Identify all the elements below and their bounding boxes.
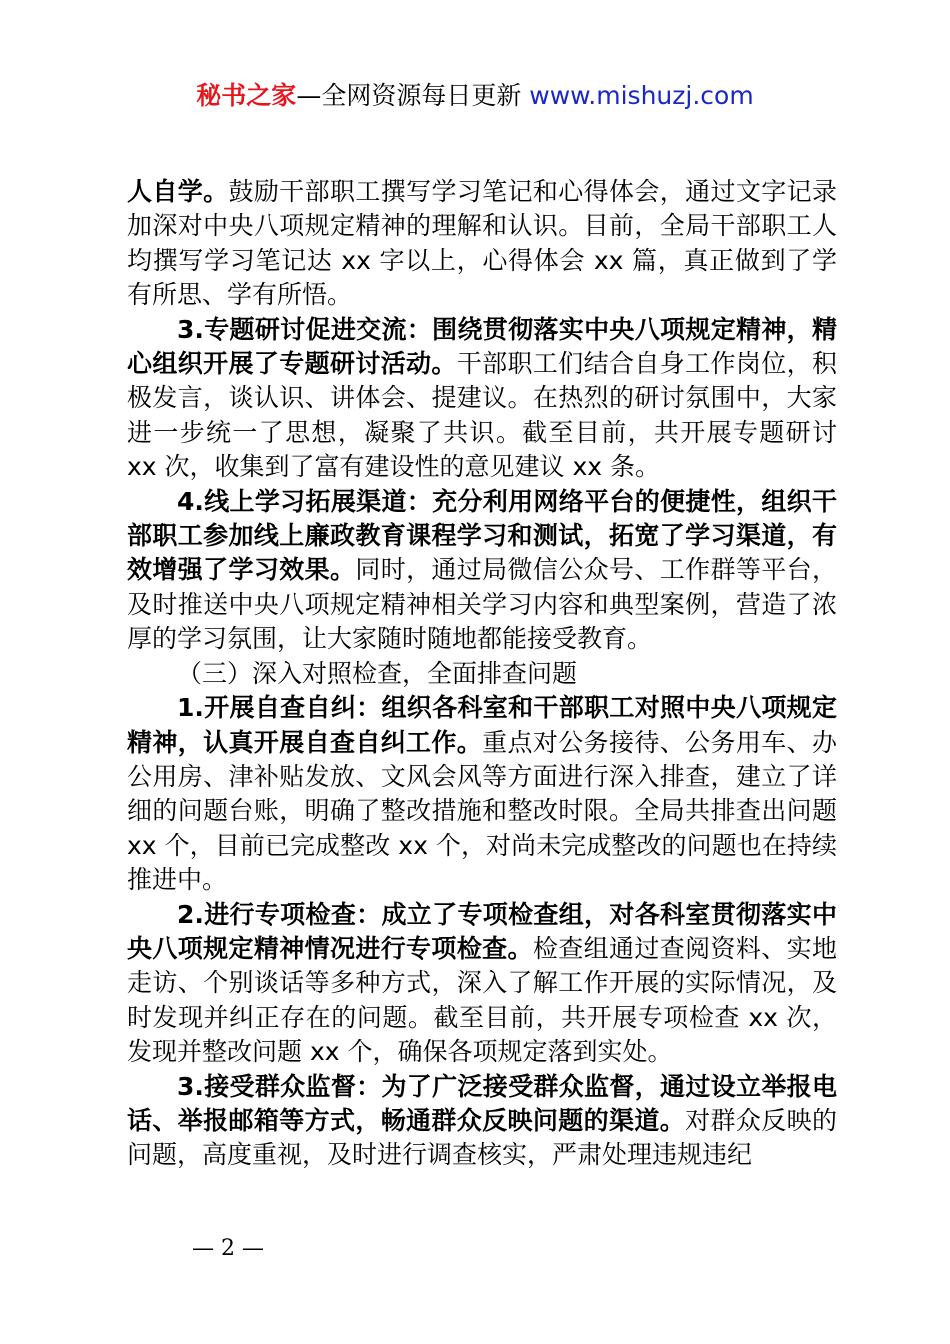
paragraph-self-study xyxy=(127,175,837,313)
paragraph-self-inspection xyxy=(127,691,837,897)
site-url-link[interactable]: www.mishuzj.com xyxy=(529,81,754,110)
paragraph-text: 重点对公务接待、公务用车、办公用房、津补贴发放、文风会风等方面进行深入排查，建立了详细的问题台账，明确了整改措施和整改时限。全局共排查出问题 xx 个，目前已完成整改 xx 个，对尚未完成整改的问题也在持续推进中。 xyxy=(127,727,837,895)
paragraph-lead: 2.进行专项检查：成立了专项检查组，对各科室贯彻落实中央八项规定精神情况进行专项检查。 xyxy=(127,899,837,963)
paragraph-lead: 3.接受群众监督：为了广泛接受群众监督，通过设立举报电话、举报邮箱等方式，畅通群众反映问题的渠道。 xyxy=(127,1071,837,1135)
section-heading-text: （三）深入对照检查，全面排查问题 xyxy=(177,658,578,688)
paragraph-text: 同时，通过局微信公众号、工作群等平台，及时推送中央八项规定精神相关学习内容和典型案例，营造了浓厚的学习氛围，让大家随时随地都能接受教育。 xyxy=(127,555,837,654)
paragraph-lead: 人自学。 xyxy=(127,177,229,206)
header-slogan: —全网资源每日更新 xyxy=(296,81,530,110)
paragraph-lead: 4.线上学习拓展渠道：充分利用网络平台的便捷性，组织干部职工参加线上廉政教育课程学习和测试，拓宽了学习渠道，有效增强了学习效果。 xyxy=(127,486,837,585)
brand-name: 秘书之家 xyxy=(196,81,297,110)
page-number: — 2 — xyxy=(192,1236,264,1261)
paragraph-lead: 1.开展自查自纠：组织各科室和干部职工对照中央八项规定精神，认真开展自查自纠工作。 xyxy=(127,693,837,757)
paragraph-text: 干部职工们结合自身工作岗位，积极发言，谈认识、讲体会、提建议。在热烈的研讨氛围中，大家进一步统一了思想，凝聚了共识。截至目前，共开展专题研讨 xx 次，收集到了富有建设性的意见建议 xx 条。 xyxy=(127,349,837,482)
site-header xyxy=(0,80,950,112)
paragraph-text: 鼓励干部职工撰写学习笔记和心得体会，通过文字记录加深对中央八项规定精神的理解和认识。目前，全局干部职工人均撰写学习笔记达 xx 字以上，心得体会 xx 篇，真正做到了学有所思、学有所悟。 xyxy=(127,177,837,310)
paragraph-public-supervision xyxy=(127,1070,837,1173)
paragraph-lead: 3.专题研讨促进交流：围绕贯彻落实中央八项规定精神，精心组织开展了专题研讨活动。 xyxy=(127,314,837,379)
paragraph-text: 检查组通过查阅资料、实地走访、个别谈话等多种方式，深入了解工作开展的实际情况，及时发现并纠正存在的问题。截至目前，共开展专项检查 xx 次，发现并整改问题 xx 个，确保各项规定落到实处。 xyxy=(127,933,837,1067)
section-heading xyxy=(127,657,837,691)
paragraph-text: 对群众反映的问题，高度重视，及时进行调查核实，严肃处理违规违纪 xyxy=(127,1105,837,1170)
paragraph-special-inspection xyxy=(127,898,837,1070)
paragraph-online-learning xyxy=(127,485,837,657)
document-body xyxy=(127,175,837,1173)
paragraph-seminar xyxy=(127,313,837,485)
